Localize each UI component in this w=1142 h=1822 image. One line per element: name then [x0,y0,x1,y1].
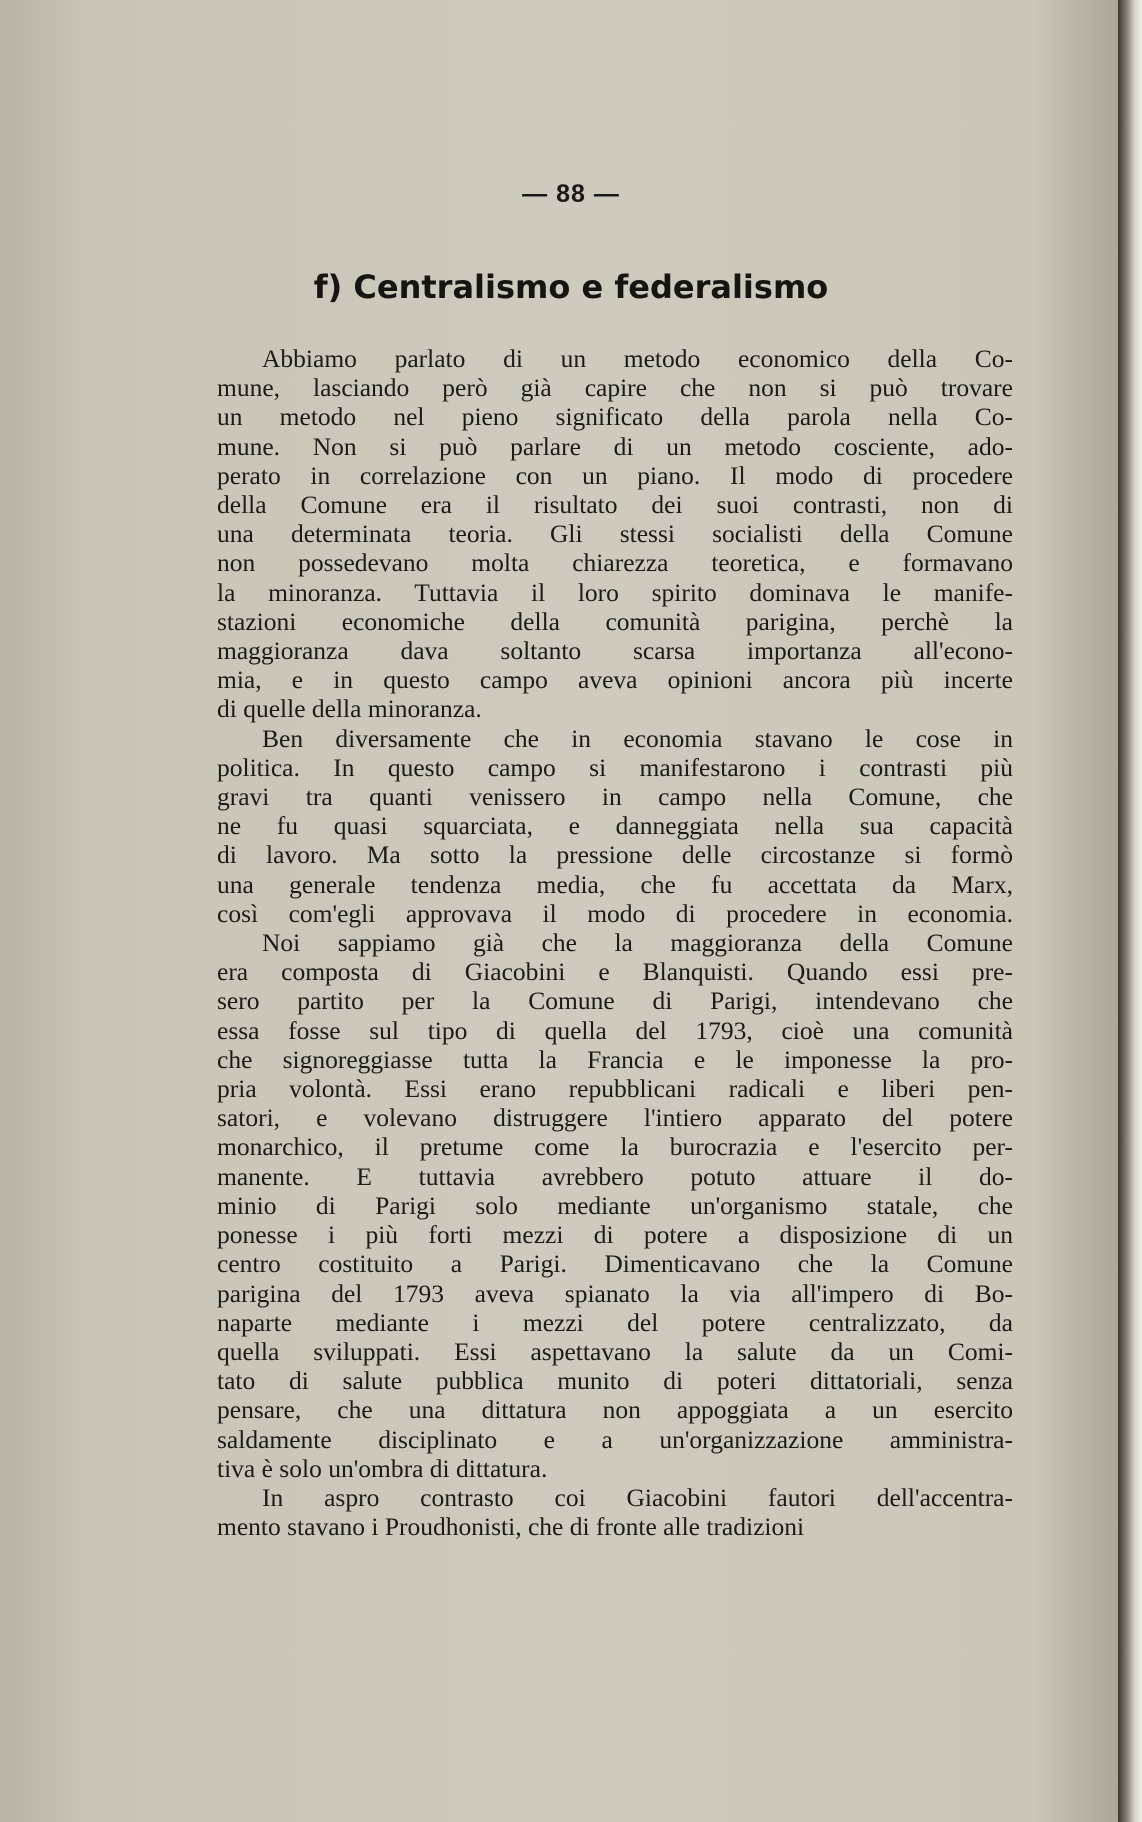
text-line: mia, e in questo campo aveva opinioni ancora più incerte [217,665,1013,695]
text-line: mento stavano i Proudhonisti, che di fronte alle tradizioni [217,1512,805,1542]
text-line: pensare, che una dittatura non appoggiata a un esercito [217,1395,1013,1425]
text-line: In aspro contrasto coi Giacobini fautori dell'accentra- [262,1482,1013,1512]
text-line: ponesse i più forti mezzi di potere a disposizione di un [217,1220,1013,1250]
text-line: mune, lasciando però già capire che non si può trovare [217,373,1013,403]
text-line: stazioni economiche della comunità parigina, perchè la [217,606,1013,636]
text-line: che signoreggiasse tutta la Francia e le imponesse la pro- [217,1044,1013,1074]
text-line: naparte mediante i mezzi del potere centralizzato, da [217,1307,1013,1337]
text-line: una determinata teoria. Gli stessi socialisti della Comune [217,519,1013,549]
text-line: Ben diversamente che in economia stavano le cose in [262,723,1013,753]
text-line: un metodo nel pieno significato della parola nella Co- [217,402,1013,432]
text-line: maggioranza dava soltanto scarsa importanza all'econo- [217,636,1013,666]
text-line: tato di salute pubblica munito di poteri dittatoriali, senza [217,1366,1013,1396]
text-line: saldamente disciplinato e a un'organizzazione amministra- [217,1424,1013,1454]
text-line: minio di Parigi solo mediante un'organismo statale, che [217,1190,1013,1220]
text-line: era composta di Giacobini e Blanquisti. Quando essi pre- [217,957,1013,987]
text-line: una generale tendenza media, che fu accettata da Marx, [217,869,1013,899]
section-title: f) Centralismo e federalismo [313,268,829,306]
text-line: di quelle della minoranza. [217,694,482,724]
text-line: manente. E tuttavia avrebbero potuto attuare il do- [217,1161,1013,1191]
text-line: Abbiamo parlato di un metodo economico della Co- [262,344,1013,373]
text-line: ne fu quasi squarciata, e danneggiata nella sua capacità [217,811,1013,841]
body-text [217,344,1013,1541]
text-line: essa fosse sul tipo di quella del 1793, cioè una comunità [217,1015,1013,1045]
text-line: satori, e volevano distruggere l'intiero apparato del potere [217,1103,1013,1133]
text-line: della Comune era il risultato dei suoi contrasti, non di [217,490,1013,520]
text-line: così com'egli approvava il modo di procedere in economia. [217,898,1013,928]
text-line: tiva è solo un'ombra di dittatura. [217,1453,548,1483]
text-line: pria volontà. Essi erano repubblicani radicali e liberi pen- [217,1074,1013,1104]
text-line: Noi sappiamo già che la maggioranza della Comune [262,928,1013,958]
text-line: perato in correlazione con un piano. Il modo di procedere [217,460,1013,490]
text-line: politica. In questo campo si manifestarono i contrasti più [217,752,1013,782]
text-line: quella sviluppati. Essi aspettavano la salute da un Comi- [217,1336,1013,1366]
text-line: sero partito per la Comune di Parigi, intendevano che [217,986,1013,1016]
text-line: mune. Non si può parlare di un metodo cosciente, ado- [217,431,1013,461]
text-line: la minoranza. Tuttavia il loro spirito dominava le manife- [217,577,1013,607]
text-line: centro costituito a Parigi. Dimenticavano che la Comune [217,1249,1013,1279]
text-line: gravi tra quanti venissero in campo nella Comune, che [217,782,1013,812]
text-line: monarchico, il pretume come la burocrazia e l'esercito per- [217,1132,1013,1162]
text-line: parigina del 1793 aveva spianato la via all'impero di Bo- [217,1278,1013,1308]
page-edge [1118,0,1142,1822]
text-line: di lavoro. Ma sotto la pressione delle circostanze si formò [217,840,1013,870]
text-line: non possedevano molta chiarezza teoretica, e formavano [217,548,1013,578]
page-number: — 88 — [522,180,620,208]
